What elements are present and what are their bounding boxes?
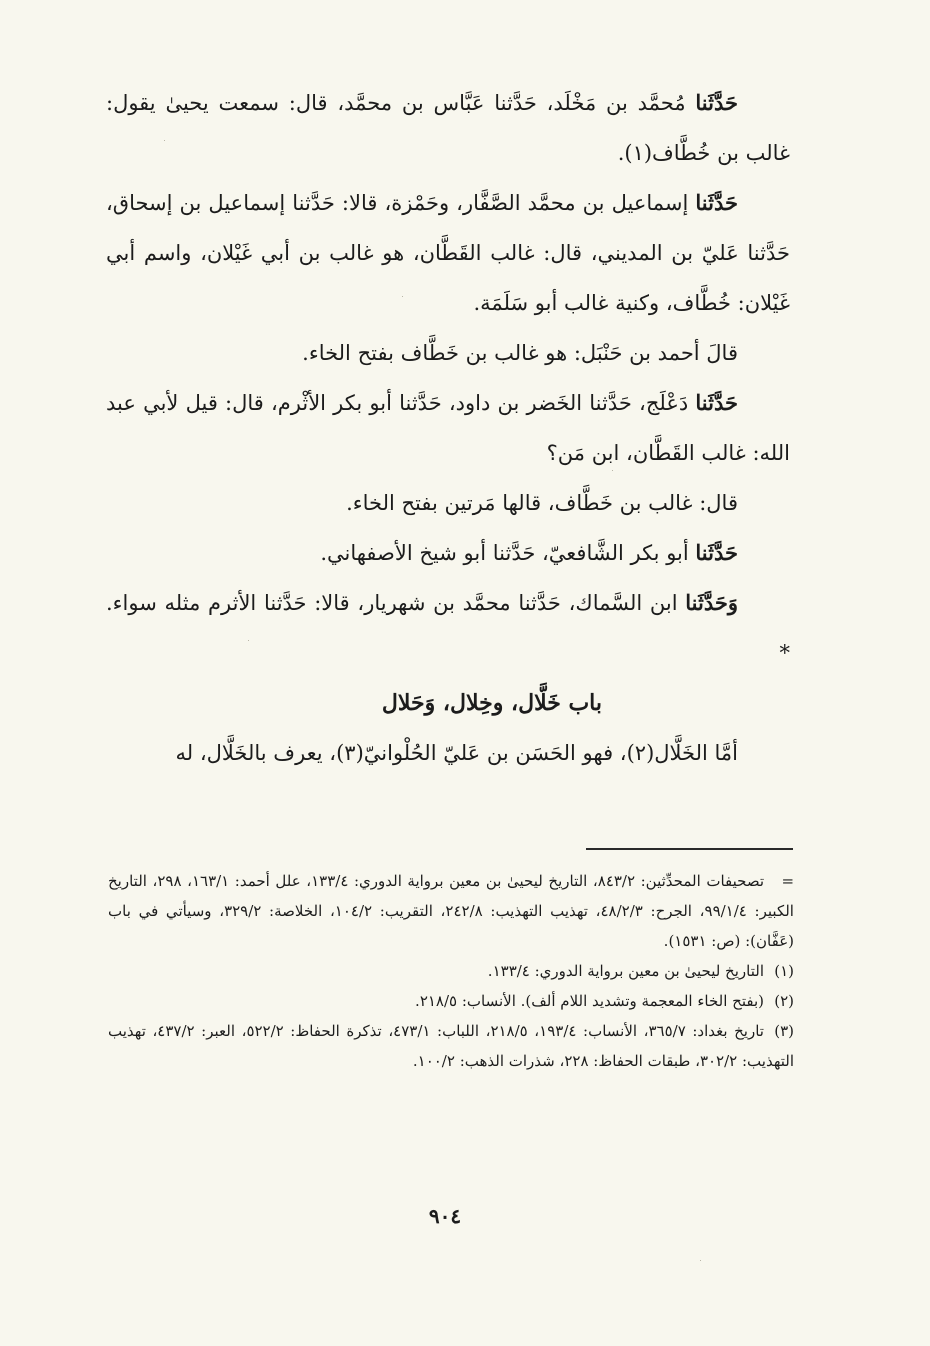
footnote-marker: (٢) (774, 992, 794, 1010)
paragraph-text: إسماعيل بن محمَّد الصَّفَّار، وحَمْزة، قالا: حَدَّثنا إسماعيل بن إسحاق، حَدَّثنا عَليّ بن المديني، قال: غالب القَطَّان، هو غالب بن أبي غَيْلان، واسم أبي غَيْلان: خُطَّاف، وكنية غالب أبو سَلَمَة. (106, 191, 790, 315)
footnote-text: التاريخ ليحيىٰ بن معين برواية الدوري: ١٣٣/٤. (487, 962, 764, 980)
paragraph-5 (106, 478, 790, 528)
section-heading: باب خَلَّال، وخِلال، وَحَلال (381, 690, 602, 716)
paragraph-text: مُحمَّد بن مَخْلَد، حَدَّثنا عَبَّاس بن محمَّد، قال: سمعت يحيىٰ يقول: غالب بن خُطَّاف(١). (106, 91, 790, 165)
paragraph-8: أمَّا الخَلَّال(٢)، فهو الحَسَن بن عَليّ الحُلْوانيّ(٣)، يعرف بالخَلَّال، له (175, 741, 738, 765)
paragraph-opening: وَحَدَّثَنا (685, 590, 738, 615)
footnote-continued (108, 866, 794, 956)
footnote-2 (108, 986, 794, 1016)
main-text (106, 78, 790, 778)
page-number: ٩٠٤ (428, 1204, 462, 1228)
paragraph-text: قال: غالب بن خَطَّاف، قالها مَرتين بفتح الخاء. (346, 491, 738, 515)
paragraph-6 (106, 528, 790, 578)
footnote-marker: (٣) (774, 1022, 794, 1040)
paragraph-opening: حَدَّثَنا (695, 540, 738, 565)
paragraph-1 (106, 78, 790, 178)
footnote-1 (108, 956, 794, 986)
paragraph-opening: حَدَّثَنا (695, 390, 738, 415)
footnote-marker: = (781, 872, 795, 890)
paragraph-text: قالَ أحمد بن حَنْبَل: هو غالب بن خَطَّاف بفتح الخاء. (302, 341, 738, 365)
footnote-divider (586, 848, 793, 850)
footnote-text: تاريخ بغداد: ٣٦٥/٧، الأنساب: ١٩٣/٤، ٢١٨/٥، اللباب: ٤٧٣/١، تذكرة الحفاظ: ٥٢٢/٢، العبر: ٤٣٧/٢، تهذيب التهذيب: ٣٠٢/٢، طبقات الحفاظ: ٢٢٨، شذرات الذهب: ١٠٠/٢. (108, 1022, 794, 1070)
footnote-text: تصحيفات المحدِّثين: ٨٤٣/٢، التاريخ ليحيىٰ بن معين برواية الدوري: ١٣٣/٤، علل أحمد: ١٦٣/١، ٢٩٨، التاريخ الكبير: ٩٩/١/٤، الجرح: ٤٨/٢/٣، تهذيب التهذيب: ٢٤٢/٨، التقريب: ١٠٤/٢، الخلاصة: ٣٢٩/٢، وسيأتي في باب (عَفَّان): (ص: ١٥٣١). (108, 872, 794, 950)
paper-speck (700, 1260, 701, 1261)
footnote-marker: (١) (774, 962, 794, 980)
paragraph-opening: حَدَّثَنا (695, 90, 738, 115)
paragraph-2 (106, 178, 790, 328)
paragraph-text: دَعْلَج، حَدَّثنا الخَضر بن داود، حَدَّثنا أبو بكر الأثْرم، قال: قيل لأبي عبد الله: غالب القَطَّان، ابن مَن؟ (106, 391, 790, 465)
paragraph-opening: حَدَّثَنا (695, 190, 738, 215)
paragraph-4 (106, 378, 790, 478)
footnotes (108, 866, 794, 1076)
paragraph-text: ابن السَّماك، حَدَّثنا محمَّد بن شهريار، قالا: حَدَّثنا الأثرم مثله سواء. * (106, 591, 790, 665)
footnote-3 (108, 1016, 794, 1076)
paragraph-text: أبو بكر الشَّافعيّ، حَدَّثنا أبو شيخ الأصفهاني. (320, 541, 696, 565)
paragraph-3 (106, 328, 790, 378)
footnote-text: (بفتح الخاء المعجمة وتشديد اللام ألف). الأنساب: ٢١٨/٥. (415, 992, 764, 1010)
paragraph-7 (106, 578, 790, 678)
